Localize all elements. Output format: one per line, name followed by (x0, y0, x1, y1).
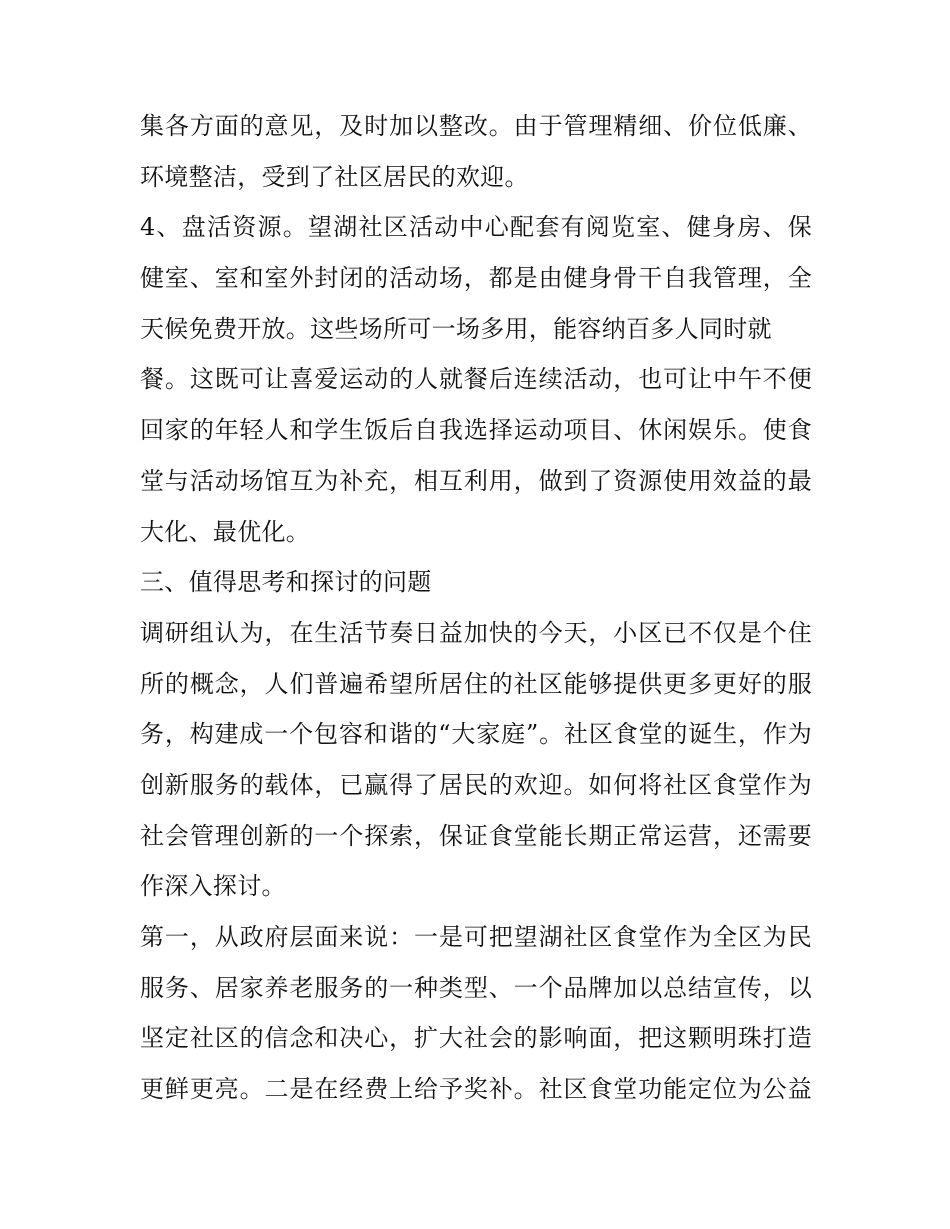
text-line-16: 作深入探讨。 (140, 872, 286, 901)
text-line-3: 4、盘活资源。望湖社区活动中心配套有阅览室、健身房、保 (140, 213, 812, 242)
text-line-5: 天候免费开放。这些场所可一场多用，能容纳百多人同时就 (140, 314, 772, 343)
text-line-15: 社会管理创新的一个探索，保证食堂能长期正常运营，还需要 (140, 821, 812, 850)
text-line-9: 大化、最优化。 (140, 517, 311, 546)
document-body (140, 101, 812, 1115)
text-line-6: 餐。这既可让喜爱运动的人就餐后连续活动，也可让中午不便 (140, 365, 812, 394)
text-line-2: 环境整洁，受到了社区居民的欢迎。 (140, 162, 529, 191)
text-line-19: 坚定社区的信念和决心，扩大社会的影响面，把这颗明珠打造 (140, 1024, 812, 1053)
text-line-12: 所的概念，人们普遍希望所居住的社区能够提供更多更好的服 (140, 669, 812, 698)
text-line-11: 调研组认为，在生活节奏日益加快的今天，小区已不仅是个住 (140, 618, 812, 647)
text-line-17: 第一，从政府层面来说：一是可把望湖社区食堂作为全区为民 (140, 923, 812, 951)
section-heading: 三、值得思考和探讨的问题 (140, 568, 432, 597)
text-line-1: 集各方面的意见，及时加以整改。由于管理精细、价位低廉、 (140, 112, 812, 140)
text-line-13: 务，构建成一个包容和谐的“大家庭”。社区食堂的诞生，作为 (140, 720, 812, 749)
text-line-18: 服务、居家养老服务的一种类型、一个品牌加以总结宣传，以 (140, 973, 812, 1002)
text-line-7: 回家的年轻人和学生饭后自我选择运动项目、休闲娱乐。使食 (140, 416, 812, 445)
text-line-4: 健室、室和室外封闭的活动场，都是由健身骨干自我管理，全 (140, 264, 812, 293)
text-line-14: 创新服务的载体，已赢得了居民的欢迎。如何将社区食堂作为 (140, 770, 812, 799)
text-line-20: 更鲜更亮。二是在经费上给予奖补。社区食堂功能定位为公益 (140, 1075, 812, 1104)
text-line-8: 堂与活动场馆互为补充，相互利用，做到了资源使用效益的最 (140, 466, 812, 495)
